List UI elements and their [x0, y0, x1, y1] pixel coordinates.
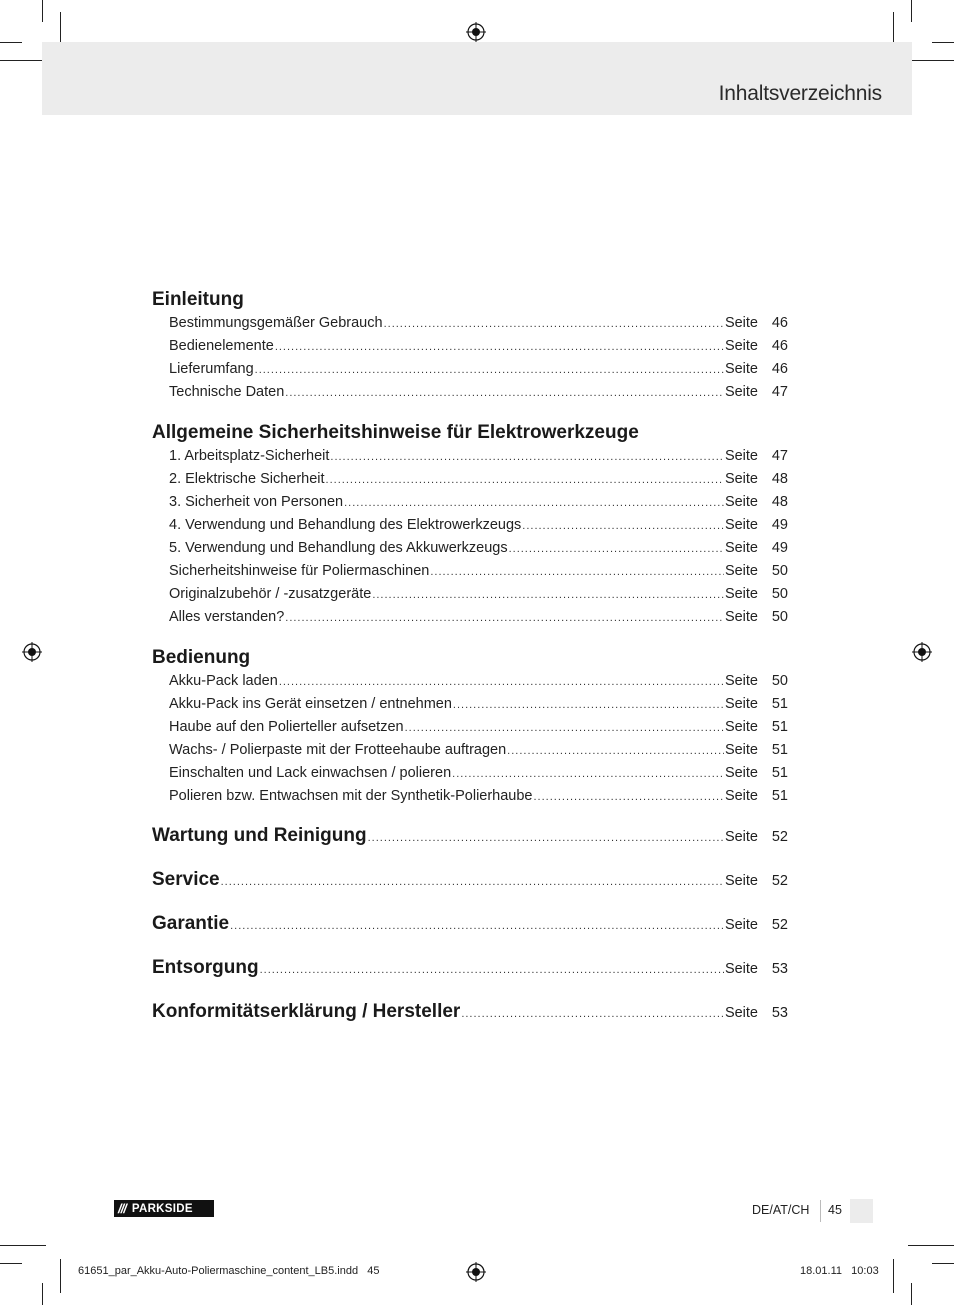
page-title: Inhaltsverzeichnis — [718, 82, 882, 105]
entry-seite: Seite — [724, 471, 758, 487]
entry-seite: Seite — [724, 742, 758, 758]
toc-entry[interactable] — [169, 739, 788, 762]
footer-page-number: 45 — [828, 1203, 842, 1217]
entry-page: 51 — [771, 696, 788, 712]
toc-entry[interactable] — [169, 560, 788, 583]
crop-mark — [911, 0, 912, 22]
section-title: Bedienung — [152, 647, 251, 668]
entry-page: 51 — [771, 719, 788, 735]
dot-leader — [260, 964, 724, 976]
entry-label: 3. Sicherheit von Personen — [169, 494, 344, 510]
toc-entry[interactable] — [169, 381, 788, 404]
entry-label: Bedienelemente — [169, 338, 274, 354]
dot-leader — [452, 763, 724, 785]
toc-main-entries — [152, 825, 788, 1045]
dot-leader — [275, 336, 724, 358]
dot-leader — [522, 515, 724, 537]
entry-label: 4. Verwendung und Behandlung des Elektrowerkzeugs — [169, 517, 522, 533]
dot-leader — [230, 920, 724, 932]
toc-section-bedienung — [152, 646, 788, 808]
entry-seite: Seite — [724, 765, 758, 781]
parkside-logo — [114, 1200, 214, 1217]
entry-label: 2. Elektrische Sicherheit — [169, 471, 325, 487]
entry-seite: Seite — [724, 448, 758, 464]
table-of-contents — [152, 288, 788, 1045]
registration-mark-icon — [466, 1262, 486, 1282]
entry-seite: Seite — [724, 586, 758, 602]
entry-label: Akku-Pack ins Gerät einsetzen / entnehmen — [169, 696, 452, 712]
entry-page: 52 — [771, 873, 788, 889]
entry-page: 49 — [771, 517, 788, 533]
entry-seite: Seite — [724, 517, 758, 533]
toc-entry[interactable] — [169, 762, 788, 785]
toc-entry[interactable] — [169, 716, 788, 739]
main-entry-label: Konformitätserklärung / Hersteller — [152, 1001, 461, 1022]
entry-label: Akku-Pack laden — [169, 673, 278, 689]
entry-seite: Seite — [724, 673, 758, 689]
crop-mark — [911, 1283, 912, 1305]
toc-entry[interactable] — [169, 785, 788, 808]
slug-date: 18.01.11 10:03 — [800, 1265, 879, 1277]
entry-seite: Seite — [724, 719, 758, 735]
crop-mark — [932, 1263, 954, 1264]
entry-page: 48 — [771, 494, 788, 510]
toc-section-sicherheitshinweise — [152, 421, 788, 629]
registration-mark-icon — [912, 642, 932, 662]
entry-label: Originalzubehör / -zusatzgeräte — [169, 586, 372, 602]
toc-entry[interactable] — [169, 606, 788, 629]
toc-entry[interactable] — [169, 468, 788, 491]
footer-box — [850, 1199, 873, 1223]
entry-page: 53 — [771, 961, 788, 977]
entry-page: 50 — [771, 609, 788, 625]
toc-entry[interactable] — [169, 358, 788, 381]
entry-label: Polieren bzw. Entwachsen mit der Synthetik-Polierhaube — [169, 788, 533, 804]
entry-seite: Seite — [724, 361, 758, 377]
entry-label: Lieferumfang — [169, 361, 254, 377]
entry-seite: Seite — [724, 917, 758, 933]
dot-leader — [372, 584, 724, 606]
toc-entry[interactable] — [169, 491, 788, 514]
entry-page: 51 — [771, 788, 788, 804]
entry-page: 48 — [771, 471, 788, 487]
dot-leader — [430, 561, 724, 583]
main-entry-label: Garantie — [152, 913, 230, 934]
entry-page: 50 — [771, 563, 788, 579]
registration-mark-icon — [22, 642, 42, 662]
crop-mark — [932, 42, 954, 43]
entry-page: 50 — [771, 673, 788, 689]
toc-entry[interactable] — [169, 537, 788, 560]
dot-leader — [453, 694, 724, 716]
entry-page: 52 — [771, 829, 788, 845]
crop-mark — [42, 0, 43, 22]
toc-main-entry[interactable] — [152, 957, 788, 1001]
toc-main-entry[interactable] — [152, 869, 788, 913]
entry-seite: Seite — [724, 540, 758, 556]
dot-leader — [384, 313, 724, 335]
toc-entry[interactable] — [169, 693, 788, 716]
entry-page: 47 — [771, 384, 788, 400]
toc-section-einleitung — [152, 288, 788, 404]
crop-mark — [908, 1245, 954, 1246]
entry-page: 46 — [771, 338, 788, 354]
crop-mark — [60, 1259, 61, 1293]
entry-seite: Seite — [724, 494, 758, 510]
entry-page: 46 — [771, 315, 788, 331]
entry-page: 51 — [771, 742, 788, 758]
entry-seite: Seite — [724, 696, 758, 712]
crop-mark — [42, 1283, 43, 1305]
entry-page: 53 — [771, 1005, 788, 1021]
entry-page: 49 — [771, 540, 788, 556]
dot-leader — [509, 538, 724, 560]
footer-language: DE/AT/CH — [752, 1203, 810, 1217]
entry-label: Alles verstanden? — [169, 609, 285, 625]
main-entry-label: Wartung und Reinigung — [152, 825, 367, 846]
entry-seite: Seite — [724, 829, 758, 845]
logo-text: PARKSIDE — [131, 1202, 193, 1215]
section-title: Allgemeine Sicherheitshinweise für Elektrowerkzeuge — [152, 422, 639, 443]
slug-filename: 61651_par_Akku-Auto-Poliermaschine_content_LB5.indd 45 — [78, 1265, 380, 1277]
entry-label: 5. Verwendung und Behandlung des Akkuwerkzeugs — [169, 540, 508, 556]
entry-label: Einschalten und Lack einwachsen / polieren — [169, 765, 452, 781]
crop-mark — [0, 42, 22, 43]
entry-seite: Seite — [724, 609, 758, 625]
crop-mark — [60, 12, 61, 46]
entry-seite: Seite — [724, 1005, 758, 1021]
dot-leader — [330, 446, 724, 468]
entry-page: 46 — [771, 361, 788, 377]
entry-label: Bestimmungsgemäßer Gebrauch — [169, 315, 383, 331]
crop-mark — [0, 1263, 22, 1264]
dot-leader — [279, 671, 724, 693]
dot-leader — [221, 876, 724, 888]
dot-leader — [344, 492, 724, 514]
entry-label: Sicherheitshinweise für Poliermaschinen — [169, 563, 430, 579]
entry-page: 52 — [771, 917, 788, 933]
crop-mark — [0, 1245, 46, 1246]
section-title: Einleitung — [152, 289, 244, 310]
logo-stripes: /// — [118, 1201, 126, 1216]
entry-label: 1. Arbeitsplatz-Sicherheit — [169, 448, 330, 464]
registration-mark-icon — [466, 22, 486, 42]
entry-page: 51 — [771, 765, 788, 781]
main-entry-label: Entsorgung — [152, 957, 259, 978]
entry-seite: Seite — [724, 563, 758, 579]
crop-mark — [0, 60, 46, 61]
toc-main-entry[interactable] — [152, 825, 788, 869]
toc-entry[interactable] — [169, 312, 788, 335]
entry-label: Technische Daten — [169, 384, 285, 400]
toc-entry[interactable] — [169, 583, 788, 606]
entry-seite: Seite — [724, 873, 758, 889]
entry-page: 47 — [771, 448, 788, 464]
toc-entry[interactable] — [169, 670, 788, 693]
entry-page: 50 — [771, 586, 788, 602]
entry-label: Haube auf den Polierteller aufsetzen — [169, 719, 404, 735]
dot-leader — [368, 832, 724, 844]
entry-seite: Seite — [724, 961, 758, 977]
dot-leader — [405, 717, 724, 739]
toc-entry[interactable] — [169, 514, 788, 537]
entry-seite: Seite — [724, 384, 758, 400]
dot-leader — [507, 740, 724, 762]
dot-leader — [534, 786, 724, 808]
crop-mark — [893, 1259, 894, 1293]
dot-leader — [285, 607, 724, 629]
entry-seite: Seite — [724, 315, 758, 331]
footer-divider — [820, 1200, 821, 1222]
entry-label: Wachs- / Polierpaste mit der Frotteehaube auftragen — [169, 742, 507, 758]
toc-main-entry[interactable] — [152, 1001, 788, 1045]
dot-leader — [326, 469, 724, 491]
toc-main-entry[interactable] — [152, 913, 788, 957]
dot-leader — [255, 359, 724, 381]
entry-seite: Seite — [724, 788, 758, 804]
dot-leader — [285, 382, 724, 404]
crop-mark — [908, 60, 954, 61]
main-entry-label: Service — [152, 869, 220, 890]
dot-leader — [461, 1008, 724, 1020]
toc-entry[interactable] — [169, 335, 788, 358]
entry-seite: Seite — [724, 338, 758, 354]
toc-entry[interactable] — [169, 445, 788, 468]
crop-mark — [893, 12, 894, 46]
